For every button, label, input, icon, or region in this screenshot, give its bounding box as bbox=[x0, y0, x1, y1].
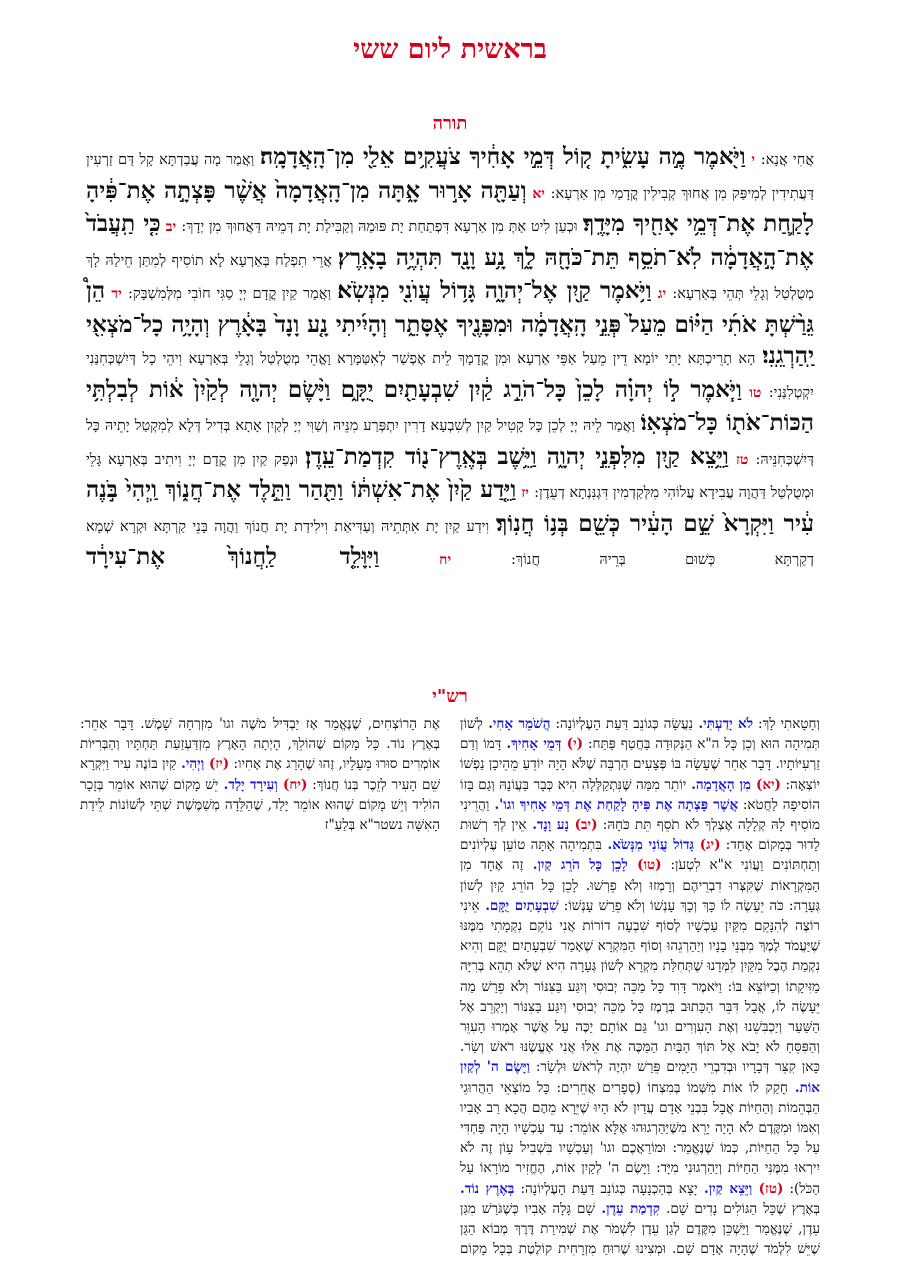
dibur-hamatchil: וְעִירָד יָלַד. bbox=[218, 776, 278, 793]
rashi-verse-number: (י) bbox=[561, 736, 584, 753]
rashi-text: וַהֲרֵינִי מוֹסִיף לָהּ קְלָלָה אֶצְלְךָ לֹא תֹסֵף תֵּת כֹּחָהּ: bbox=[460, 796, 821, 834]
dibur-hamatchil: לֹא יָדַעְתִּי. bbox=[693, 716, 754, 732]
verse-text: וְעַתָּ֖ה אָר֣וּר אָ֑תָּה מִן־הָֽאֲדָמָה֙ אֲשֶׁ֨ר פָּצְתָ֣ה אֶת־פִּ֔יהָ לָקַ֛חַת אֶת־דְּמֵ֥י אָחִ֖יךָ מִיָּדֶֽךָ׃ bbox=[86, 176, 814, 237]
dibur-hamatchil: נָע וָנָד. bbox=[526, 817, 569, 834]
onkelos-text: וּנְפַק קַיִן מִן קֳדָם יְיָ וִיתִיב בְּאַרְעָא גָּלֵי וּמְטֻלְטַל דַּהֲוָה עֲבִידָא עֲלוֹהִי מִלְּקַדְמִין דִּגְנִּנְתָא דְעֵדֶן: bbox=[86, 451, 814, 501]
dibur-hamatchil: לָכֵן כָּל הֹרֵג קַיִן. bbox=[523, 857, 628, 874]
rashi-heading: רש"י bbox=[432, 686, 468, 707]
verse-number: יג bbox=[657, 286, 667, 302]
onkelos-text: וַאֲמַר לֵיהּ יְיָ לְכֵן כָּל קָטִיל קַיִן לְשִׁבְעָא דָרִין יִתְפְּרַע מִנֵּיהּ וְשַׁוִּי יְיָ לְקַיִן אָתָא בְּדִיל דְּלָא לְמִקְטַל יָתֵיהּ כָּל דְּיִשְׁכְּחִנֵּיהּ: bbox=[86, 418, 814, 468]
dibur-hamatchil: גָּדוֹל עֲוֹנִי מִנְּשֹׂא. bbox=[601, 837, 694, 854]
verse-number: י bbox=[751, 152, 756, 168]
verse-text: וַיֵּ֤דַע קַ֙יִן֙ אֶת־אִשְׁתּ֔וֹ וַתַּ֖הַר וַתֵּ֣לֶד אֶת־חֲנ֑וֹךְ וַֽיְהִי֙ בֹּ֣נֶה עִ֔יר וַיִּקְרָא֙ שֵׁ֣ם הָעִ֔יר כְּשֵׁ֖ם בְּנ֥וֹ חֲנֽוֹךְ׃ bbox=[86, 476, 814, 537]
rashi-comment bbox=[753, 716, 820, 732]
rashi-text: יָצָא בְּהַכְנָעָה כְּגוֹנֵב דַּעַת הָעֶלְיוֹנָה: bbox=[514, 1180, 698, 1197]
dibur-hamatchil: וַיֵּצֵא קַיִן. bbox=[697, 1180, 753, 1197]
verse-text: וַיֹּ֖אמֶר מֶ֣ה עָשִׂ֑יתָ ק֚וֹל דְּמֵ֣י אָחִ֔יךָ צֹעֲקִ֥ים אֵלַ֖י מִן־הָֽאֲדָמָֽה׃ bbox=[259, 143, 746, 170]
dibur-hamatchil: הֲשֹׁמֵר אָחִי. bbox=[482, 716, 551, 732]
verse-number: יז bbox=[521, 485, 529, 501]
verse-text: כִּ֤י תַֽעֲבֹד֙ אֶת־הָ֣אֲדָמָ֔ה לֹֽא־תֹסֵ֥ף תֵּת־כֹּחָ֖הּ לָ֑ךְ נָ֥ע וָנָ֖ד תִּהְיֶ֥ה בָאָֽרֶץ׃ bbox=[86, 210, 814, 271]
rashi-text: יוֹתֵר מִמַּה שֶּׁנִּתְקַלְּלָה הִיא כְּבָר בַּעֲוֹנָהּ וְגַם בָּזוֹ הוֹסִיפָה לַחֲטֹא: bbox=[460, 776, 820, 813]
rashi-text: בִּתְמִיהָה אַתָּה טוֹעֵן עֶלְיוֹנִים וְתַחְתּוֹנִים וַעֲוֹנִי א"א לִטְעֹן: bbox=[460, 837, 821, 874]
rashi-verse-number: (יח) bbox=[277, 776, 308, 793]
dibur-hamatchil: שִׁבְעָתַיִם יֻקָּם. bbox=[479, 897, 559, 914]
verse-text: וַיֵּ֥צֵא קַ֖יִן מִלִּפְנֵ֣י יְהוָ֑ה וַיֵּ֥שֶׁב בְּאֶֽרֶץ־נ֖וֹד קִדְמַת־עֵֽדֶן׃ bbox=[305, 442, 729, 470]
rashi-text: נַעֲשָׂה כְּגוֹנֵב דַּעַת הָעֶלְיוֹנָה: bbox=[550, 716, 694, 732]
verse-number: יח bbox=[439, 552, 452, 568]
verse-text: וַיֹּ֧אמֶר ל֣וֹ יְהוָ֗ה לָכֵן֙ כָּל־הֹרֵ֣ג קַ֔יִן שִׁבְעָתַ֖יִם יֻקָּ֑ם וַיָּ֨שֶׂם יְהוָ֤ה לְקַ֙יִן֙ א֔וֹת לְבִלְתִּ֥י הַכּוֹת־אֹת֖וֹ כָּל־מֹצְאֽוֹ׃ bbox=[86, 375, 814, 436]
verse-text: וַיֹּ֥אמֶר קַ֖יִן אֶל־יְהוָ֑ה גָּד֥וֹל עֲוֺנִ֖י מִנְּשֹֽׂא׃ bbox=[337, 277, 652, 304]
dibur-hamatchil: מִן הָאֲדָמָה. bbox=[686, 776, 751, 793]
verse-text: הֵן֩ גֵּרַ֨שְׁתָּ אֹתִ֜י הַיּ֗וֹם מֵעַל֙ פְּנֵ֣י הָֽאֲדָמָ֔ה וּמִפָּנֶ֖יךָ אֶסָּתֵ֑ר וְהָיִ֜יתִי נָ֤ע וָנָד֙ בָּאָ֔רֶץ וְהָיָ֥ה כָל־מֹצְאִ֖י יַֽהַרְגֵֽנִי׃ bbox=[86, 277, 814, 369]
onkelos-text: וִידַע קַיִן יָת אִתְּתֵיהּ וְעַדִּיאַת וִילִידַת יָת חֲנוֹךְ וַהֲוָה בָּנֵי קַרְתָּא וּקְרָא שְׁמָא דְקַרְתָּא כְּשׁוּם בְּרֵיהּ חֲנוֹךְ: bbox=[86, 518, 814, 568]
rashi-comment bbox=[550, 716, 753, 732]
verse-number: יב bbox=[165, 219, 177, 235]
dibur-hamatchil: אֲשֶׁר פָּצְתָה אֶת פִּיהָ לָקַחַת אֶת דְּמֵי אָחִיךָ וגו'. bbox=[489, 796, 739, 813]
onkelos-text: וּכְעַן לִיט אַתְּ מִן אַרְעָא דִּפְתַחַת יָת פּוּמַהּ וְקַבִּילַת יָת דְּמֵיהּ דַּאֲחוּךְ מִן יְדָךְ: bbox=[181, 219, 578, 235]
rashi-text: לְשׁוֹן תְּמִיהָה הוּא וְכֵן כָּל ה"א הַנְּקוּדָה בַּחֲטַף פַּתַּח: bbox=[460, 716, 821, 753]
rashi-comment bbox=[460, 898, 820, 1076]
dibur-hamatchil: קִדְמַת עֵדֶן. bbox=[594, 1200, 661, 1217]
dibur-hamatchil: דְּמֵי אָחִיךָ. bbox=[501, 736, 562, 753]
rashi-text: חָקַק לוֹ אוֹת מִשְּׁמוֹ בְּמִצְחוֹ (סְפָרִים אֲחֵרִים: כָּל מוֹצְאֵי הַהֲרוּגֵי הַבְּהֵמוֹת וְהַחַיּוֹת אֲבָל בִּבְנֵי אָדָם עֲדַיִן לֹא הָיוּ שֶׁיֵּרָא מֵהֶם הֲכָא רַב אָבִיו וְאִמּוֹ וּמִקֶּדֶם לֹא הָיָה יָרֵא מִשֶּׁיַּהַרְגוּהוּ אֶלָּא אוֹמֵר: עַד עַכְשָׁיו הָיָה פַּחְדִּי עַל כָּל הַחַיּוֹת, כְּמוֹ שֶׁנֶּאֱמַר: וּמוֹרַאֲכֶם וגו' וְעַכְשָׁיו בִּשְׁבִיל עָוֹן זֶה לֹא יִירְאוּ מִמֶּנִּי הַחַיּוֹת וְיַהַרְגוּנִי מִיָּד: וַיָּשֶׂם ה' לְקַיִן אוֹת, הֶחֱזִיר מוֹרָאוֹ עַל הַכֹּל): bbox=[460, 1079, 820, 1197]
onkelos-text: וַאֲמַר מָה עֲבַדְתָּא קָל דַּם זַרְעִין דַּעֲתִידִין לְמִיפַּק מִן אֲחוּךְ קְבִילִין קֳדָמַי מִן אַרְעָא: bbox=[86, 152, 814, 202]
verse-number: יא bbox=[532, 185, 545, 202]
rashi-commentary bbox=[80, 714, 820, 1264]
rashi-text: זֶה אֶחָד מִן הַמִּקְרָאוֹת שֶׁקִּצְּרוּ דִבְרֵיהֶם וְרָמְזוּ וְלֹא פֵרְשׁוּ. לָכֵן כָּל הוֹרֵג קַיִן לְשׁוֹן גְּעָרָה: כֹּה יֵעָשֶׂה לוֹ כָּךְ וְכָךְ עָנְשׁוֹ וְלֹא פֵרַשׁ עָנְשׁוֹ: bbox=[460, 857, 820, 914]
rashi-verse-number: (יא) bbox=[751, 776, 781, 793]
onkelos-text: אֲחִי אֲנָא: bbox=[760, 152, 815, 168]
rashi-text: שָׁם גָּלָה אָבִיו כְּשֶׁגֹּרַשׁ מִגַּן עֵדֶן, שֶׁנֶּאֱמַר וַיַּשְׁכֵּן מִקֶּדֶם לְגַן עֵדֶן לִשְׁמֹר אֶת שְׁמִירַת דֶּרֶךְ מְבוֹא הַגַּן שֶׁיֵּשׁ לִלְמֹד שֶׁהָיָה אָדָם שָׁם. וּמְצִינוּ שֶׁרוּחַ מִזְרָחִית קוֹלֶטֶת בְּכָל מָקוֹם אֶת הָרוֹצְחִים, שֶׁנֶּאֱמַר אָז יַבְדִּיל מֹשֶׁה וגו' מִזְרְחָה שָׁמֶשׁ. דָּבָר אַחֵר: בְּאֶרֶץ נוֹד. כָּל מָקוֹם שֶׁהוֹלֵךְ, הָיְתָה הָאָרֶץ מִזְדַּעְזַעַת תַּחְתָּיו וְהַבְּרִיּוֹת אוֹמְרִים סוּרוּ מֵעָלָיו, זֶהוּ שֶׁהָרַג אֶת אָחִיו: bbox=[80, 716, 820, 1258]
verse-number: טו bbox=[749, 384, 762, 401]
dibur-hamatchil: וַיְהִי. bbox=[176, 756, 205, 773]
rashi-verse-number: (יב) bbox=[568, 817, 598, 834]
dibur-hamatchil: בְּאֶרֶץ נוֹד. bbox=[460, 1180, 515, 1197]
verse-number: טז bbox=[736, 451, 749, 468]
rashi-comment bbox=[460, 1059, 820, 1196]
onkelos-text: אֲרֵי תִפְלַח בְּאַרְעָא לָא תוֹסִיף לְמִתַּן חֵילַהּ לָךְ מְטֻלְטַל וְגָלֵי תְּהֵי בְּאַרְעָא: bbox=[86, 252, 815, 302]
rashi-text: אֵינִי רוֹצֶה לְהִנָּקֵם מִקַּיִן עַכְשָׁיו לְסוֹף שִׁבְעָה דוֹרוֹת אֲנִי נוֹקֵם נִקְמָתִי מִמֶּנּוּ שֶׁיַּעֲמֹד לֶמֶךְ מִבְּנֵי בָנָיו וְיַהַרְגֵהוּ וְסוֹף הַמִּקְרָא שֶׁאָמַר שִׁבְעָתַיִם יֻקָּם וְהִיא נִקְמַת הֶבֶל מִקַּיִן לִמְּדָנוּ שֶׁתְּחִלַּת מִקְרָא לְשׁוֹן גְּעָרָה הִיא שֶׁלֹּא תְהֵא בְּרִיָּה מַזִּיקָתוֹ וְכַיּוֹצֵא בּוֹ: וַיֹּאמֶר דָּוִד כָּל מַכֵּה יְבוּסִי וְיִגַּע בַּצִּנּוֹר וְלֹא פֵרַשׁ מַה יֵּעָשֶׂה לוֹ, אֲבָל דִּבֵּר הַכָּתוּב בְּרֶמֶז כָּל מַכֵּה יְבוּסִי וְיִגַּע בַּצִּנּוֹר וְיַקְרֵב אֶל הַשַּׁעַר וְיַכְבִּשֵׁנוּ וְאֶת הָעִוְרִים וגו' גַּם אוֹתָם יַכֶּה עַל אֲשֶׁר אָמְרוּ הָעִוֵּר וְהַפִּסֵּחַ לֹא יָבֹא אֶל תּוֹךְ הַבַּיִת הַמַּכֶּה אֶת אֵלּוּ אֲנִי אֶעֱשֶׂנּוּ רֹאשׁ וְשַׂר. כָּאן קִצֵּר דְּבָרָיו וּבְדִבְרֵי הַיָּמִים פֵּרַשׁ יִהְיֶה לְרֹאשׁ וּלְשָׂר: bbox=[460, 897, 821, 1076]
rashi-verse-number: (טו) bbox=[627, 857, 662, 874]
rashi-text: אֵין לְךָ רְשׁוּת לָדוּר בְּמָקוֹם אֶחָד: bbox=[460, 817, 820, 854]
verse-text: וַיִּוָּלֵ֤ד לַֽחֲנוֹךְ֙ אֶת־עִירָ֔ד bbox=[86, 543, 380, 570]
torah-heading: תורה bbox=[432, 113, 468, 134]
verse-number: יד bbox=[111, 286, 122, 302]
rashi-verse-number: (יז) bbox=[204, 756, 230, 773]
rashi-text: יֵשׁ מָקוֹם שֶׁהוּא אוֹמֵר בְּזָכָר הוֹלִיד וְיֵשׁ מָקוֹם שֶׁהוּא אוֹמֵר יָלַד, שֶׁהַלֵּדָה מְשַׁמֶּשֶׁת שְׁתֵּי לְשׁוֹנוֹת לֵידַת הָאִשָּׁה נשטר"א בְּלַעַ"ז bbox=[80, 776, 440, 834]
torah-text-block bbox=[86, 142, 814, 576]
rashi-verse-number: (טז) bbox=[752, 1180, 784, 1197]
rashi-text: בְּאֶרֶץ שֶׁכָּל הַגּוֹלִים נָדִים שָׁם. bbox=[660, 1200, 820, 1217]
rashi-verse-number: (יג) bbox=[693, 837, 721, 854]
rashi-text: דָּמוֹ וְדַם זַרְעִיּוֹתָיו. דָּבָר אַחֵר שֶׁעָשָׂה בּוֹ פְּצָעִים הַרְבֵּה שֶׁלֹּא הָיָה יוֹדֵעַ מֵהֵיכָן נַפְשׁוֹ יוֹצְאָה: bbox=[460, 736, 820, 793]
rashi-text: וְחָטָאתִי לָךְ: bbox=[753, 716, 820, 732]
rashi-comment bbox=[514, 1181, 783, 1197]
page-title: בראשית ליום ששי bbox=[353, 34, 547, 65]
onkelos-text: וַאֲמַר קַיִן קֳדָם יְיָ סַגִּי חוֹבִי מִלְּמִשְׁבָּק: bbox=[128, 286, 332, 302]
rashi-text: קַיִן בּוֹנֶה עִיר וַיִּקְרָא שֵׁם הָעִיר לְזֵכֶר בְּנוֹ חֲנוֹךְ: bbox=[80, 756, 441, 793]
onkelos-text: הָא תָרֵיכְתָּא יָתִי יוֹמָא דֵין מֵעַל אַפֵּי אַרְעָא וּמִן קֳדָמָךְ לֵית אֶפְשַׁר לְאִטַּמָּרָא וָאֱהֵי מְטֻלְטַל וְגָלֵי בְּאַרְעָא וִיהֵי כָל דְּיִשְׁכְּחִנַּנִי יִקְטְלִנַּנִי: bbox=[86, 351, 814, 401]
dibur-hamatchil: וַיָּשֶׂם ה' לְקַיִן אוֹת. bbox=[460, 1059, 820, 1096]
